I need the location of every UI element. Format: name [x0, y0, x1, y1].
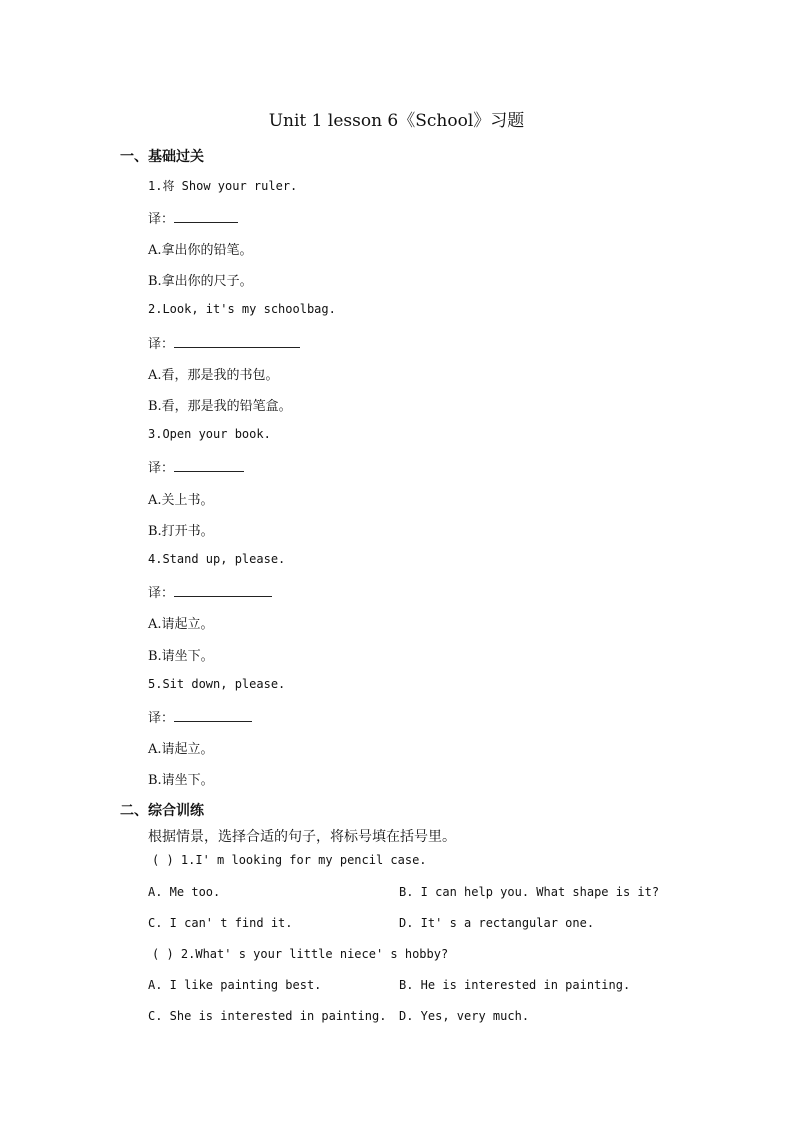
translation-label: 译： [148, 586, 175, 601]
option-b: B.请坐下。 [148, 649, 214, 664]
mc-question-2: ( ) 2.What' s your little niece' s hobby? [152, 947, 449, 961]
translation-label: 译： [148, 461, 175, 476]
mc2-option-c: C. She is interested in painting. [148, 1009, 387, 1023]
section-2-instruction: 根据情景，选择合适的句子，将标号填在括号里。 [148, 829, 456, 845]
mc1-option-c: C. I can' t find it. [148, 916, 293, 930]
question-4: 4.Stand up, please. [148, 552, 286, 566]
document-title: Unit 1 lesson 6《School》习题 [268, 111, 525, 131]
translation-line-4 [148, 582, 272, 601]
question-3: 3.Open your book. [148, 427, 271, 441]
mc1-option-a: A. Me too. [148, 885, 221, 899]
answer-blank[interactable] [174, 210, 238, 223]
option-a: A.拿出你的铅笔。 [148, 243, 253, 258]
mc2-option-b: B. He is interested in painting. [399, 978, 631, 992]
mc2-option-d: D. Yes, very much. [399, 1009, 530, 1023]
answer-blank[interactable] [174, 335, 300, 348]
translation-label: 译： [148, 711, 175, 726]
answer-blank[interactable] [174, 584, 272, 597]
option-b: B.请坐下。 [148, 773, 214, 788]
mc2-option-a: A. I like painting best. [148, 978, 322, 992]
option-a: A.请起立。 [148, 742, 214, 757]
translation-line-5 [148, 707, 252, 726]
answer-blank[interactable] [174, 709, 252, 722]
question-1: 1.将 Show your ruler. [148, 179, 298, 193]
mc1-option-b: B. I can help you. What shape is it? [399, 885, 660, 899]
translation-line-2 [148, 333, 300, 352]
mc1-option-d: D. It' s a rectangular one. [399, 916, 595, 930]
translation-label: 译： [148, 212, 175, 227]
question-2: 2.Look, it's my schoolbag. [148, 302, 336, 316]
answer-blank[interactable] [174, 459, 244, 472]
option-b: B.拿出你的尺子。 [148, 274, 253, 289]
section-2-heading: 二、综合训练 [120, 803, 204, 819]
option-a: A.看，那是我的书包。 [148, 368, 279, 383]
option-b: B.看，那是我的铅笔盒。 [148, 399, 292, 414]
question-5: 5.Sit down, please. [148, 677, 286, 691]
option-a: A.关上书。 [148, 493, 214, 508]
translation-line-1 [148, 208, 238, 227]
option-b: B.打开书。 [148, 524, 214, 539]
translation-label: 译： [148, 337, 175, 352]
mc-question-1: ( ) 1.I' m looking for my pencil case. [152, 853, 427, 867]
section-1-heading: 一、基础过关 [120, 149, 204, 165]
option-a: A.请起立。 [148, 617, 214, 632]
translation-line-3 [148, 457, 244, 476]
